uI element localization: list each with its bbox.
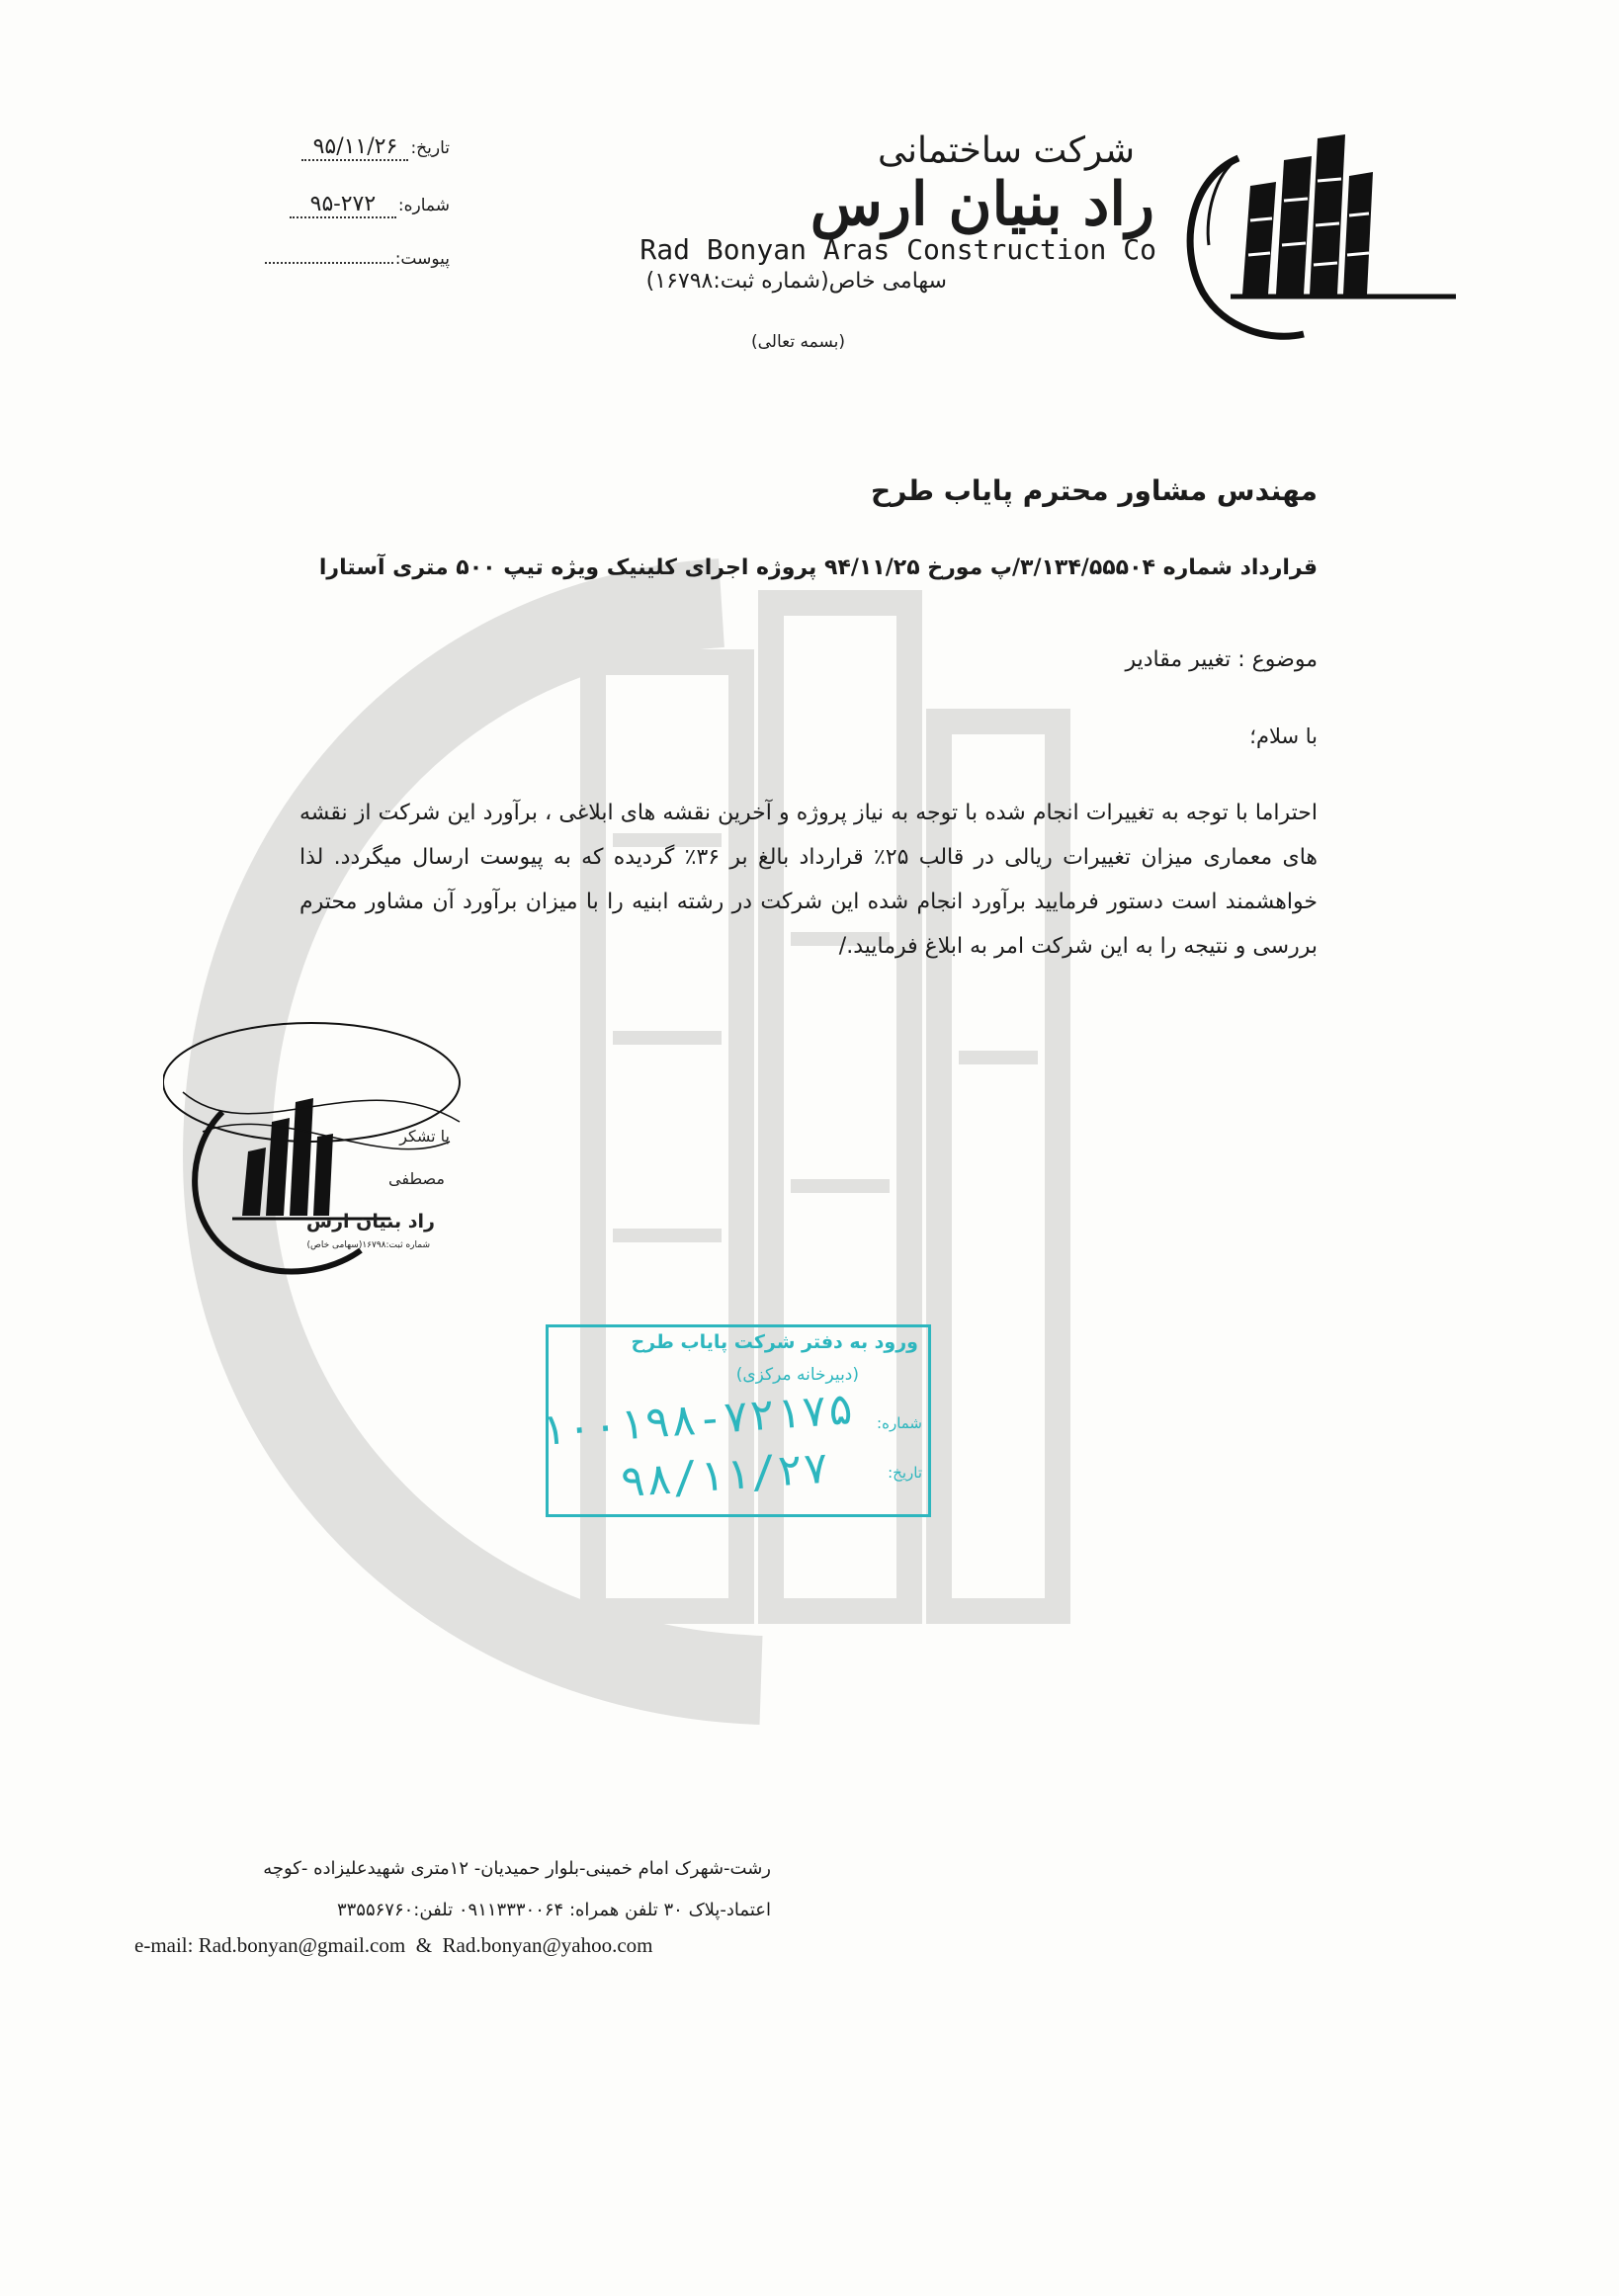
company-name-english: Rad Bonyan Aras Construction Co — [639, 233, 1156, 266]
company-name-top: شرکت ساختمانی — [877, 130, 1135, 171]
signature-thanks: با تشکر — [399, 1127, 450, 1146]
letter-body: احتراما با توجه به تغییرات انجام شده با توجه به نیاز پروژه و آخرین نقشه های ابلاغی ، برآورد این شرکت از نقشه های معماری میزان تغییرات ریالی در قالب ۲۵٪ قرارداد بالغ بر ۳۶٪ گردیده که به پیوست ارسال میگردد. لذا خواهشمند است دستور فرمایید برآورد انجام شده این شرکت در رشته ابنیه را با میزان برآورد آن مشاور محترم بررسی و نتیجه را به این شرکت امر به ابلاغ فرمایید./ — [299, 801, 1318, 959]
attachment-value — [265, 262, 393, 264]
footer-address-line1: رشت-شهرک امام خمینی-بلوار حمیدیان- ۱۲متری شهیدعلیزاده -کوچه — [263, 1858, 771, 1879]
email-gmail[interactable]: Rad.bonyan@gmail.com — [198, 1933, 406, 1957]
number-label: شماره: — [397, 196, 450, 215]
attachment-row — [252, 249, 450, 283]
date-value: ۹۵/۱۱/۲۶ — [301, 134, 408, 161]
stamp-date-label: تاریخ: — [888, 1464, 922, 1482]
signature-block — [163, 1003, 489, 1290]
greeting: با سلام؛ — [1249, 724, 1318, 748]
subject-line: موضوع : تغییر مقادیر — [1125, 647, 1318, 672]
stamp-number-value: ۱۰۰۱۹۸-۷۲۱۷۵ — [538, 1383, 856, 1457]
bismillah: (بسمه تعالی) — [751, 332, 845, 352]
company-name-main: راد بنیان ارس — [810, 170, 1154, 239]
signature-name: مصطفی — [388, 1169, 445, 1188]
stamp-title: ورود به دفتر شرکت پایاب طرح — [631, 1331, 918, 1353]
signature-seal-reg: شماره ثبت:۱۶۷۹۸(سهامی خاص) — [306, 1240, 430, 1250]
stamp-subtitle: (دبیرخانه مرکزی) — [735, 1365, 859, 1385]
addressee: مهندس مشاور محترم پایاب طرح — [871, 474, 1318, 507]
company-registration: سهامی خاص(شماره ثبت:۱۶۷۹۸) — [645, 269, 947, 294]
stamp-date-value: ۹۸/۱۱/۲۷ — [618, 1442, 831, 1508]
date-row — [252, 134, 450, 168]
email-separator: & — [415, 1933, 433, 1957]
signature-seal-name: راد بنیان ارس — [305, 1211, 435, 1233]
company-logo — [1181, 127, 1458, 344]
date-label: تاریخ: — [410, 138, 450, 158]
contract-line: قرارداد شماره ۳/۱۳۴/۵۵۵۰۴/پ مورخ ۹۴/۱۱/۲۵ پروژه اجرای کلینیک ویژه تیپ ۵۰۰ متری آستارا — [318, 555, 1318, 580]
footer-email — [134, 1933, 653, 1958]
email-label: e-mail: — [134, 1933, 194, 1957]
email-yahoo[interactable]: Rad.bonyan@yahoo.com — [442, 1933, 653, 1957]
footer-address-line2: اعتماد-پلاک ۳۰ تلفن همراه: ۰۹۱۱۳۳۳۰۰۶۴ تلفن:۳۳۵۵۶۷۶۰ — [336, 1900, 771, 1920]
stamp-number-label: شماره: — [877, 1414, 922, 1432]
number-value: ۹۵-۲۷۲ — [290, 192, 396, 218]
received-stamp — [538, 1324, 931, 1517]
attachment-label: پیوست: — [394, 249, 450, 269]
number-row — [252, 192, 450, 225]
